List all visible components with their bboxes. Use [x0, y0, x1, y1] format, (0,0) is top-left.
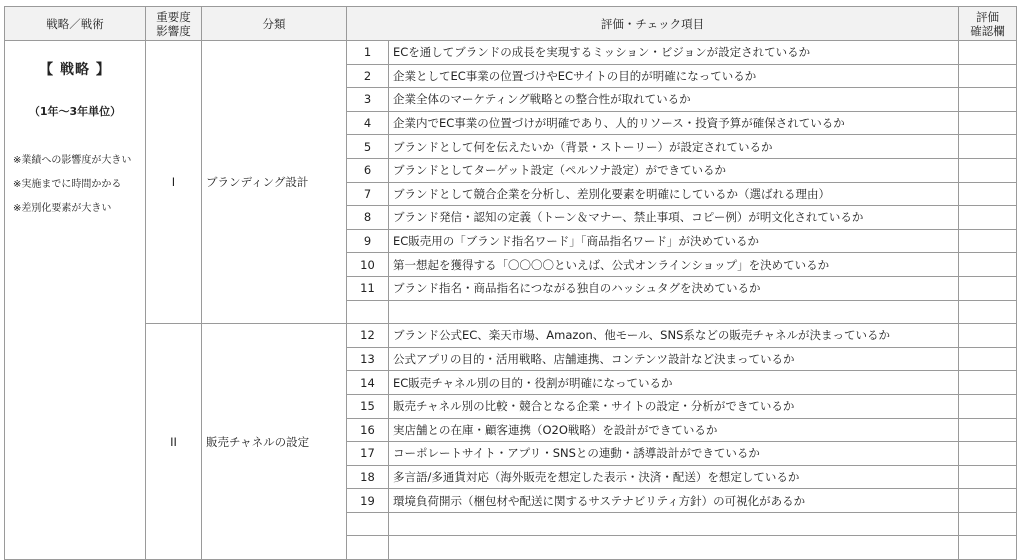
item-text: ブランドとして競合企業を分析し、差別化要素を明確にしているか（選ばれる理由）: [389, 182, 959, 206]
eval-cell[interactable]: [959, 88, 1017, 112]
item-number: 18: [347, 465, 389, 489]
item-text: ECを通してブランドの成長を実現するミッション・ビジョンが設定されているか: [389, 41, 959, 65]
item-number: 2: [347, 64, 389, 88]
item-number: 17: [347, 442, 389, 466]
eval-cell[interactable]: [959, 347, 1017, 371]
header-items: 評価・チェック項目: [347, 7, 959, 41]
eval-cell[interactable]: [959, 182, 1017, 206]
item-number: 5: [347, 135, 389, 159]
eval-cell[interactable]: [959, 324, 1017, 348]
importance-level-2: II: [146, 324, 202, 560]
strategy-note: ※実施までに時間かかる: [13, 179, 122, 190]
item-text: 実店舗との在庫・顧客連携（O2O戦略）を設計ができているか: [389, 418, 959, 442]
header-category: 分類: [202, 7, 347, 41]
item-text: ブランドとしてターゲット設定（ペルソナ設定）ができているか: [389, 158, 959, 182]
item-number: 7: [347, 182, 389, 206]
strategy-note: ※差別化要素が大きい: [13, 203, 112, 214]
item-number: 6: [347, 158, 389, 182]
eval-cell[interactable]: [959, 276, 1017, 300]
table-row: [5, 324, 1017, 348]
item-number: 12: [347, 324, 389, 348]
item-text: コーポレートサイト・アプリ・SNSとの連動・誘導設計ができているか: [389, 442, 959, 466]
eval-cell[interactable]: [959, 41, 1017, 65]
item-text: ブランドとして何を伝えたいか（背景・ストーリー）が設定されているか: [389, 135, 959, 159]
header-importance-line1: 重要度: [156, 9, 191, 24]
category-branding: ブランディング設計: [202, 41, 347, 324]
header-importance-line2: 影響度: [156, 23, 191, 38]
eval-cell[interactable]: [959, 418, 1017, 442]
importance-level-1: I: [146, 41, 202, 324]
header-eval-line1: 評価: [976, 9, 999, 24]
header-strategy: 戦略／戦術: [5, 7, 146, 41]
item-number-empty: [347, 536, 389, 560]
eval-cell[interactable]: [959, 465, 1017, 489]
item-text: 企業内でEC事業の位置づけが明確であり、人的リソース・投資予算が確保されているか: [389, 111, 959, 135]
item-text: ブランド発信・認知の定義（トーン＆マナー、禁止事項、コピー例）が明文化されているか: [389, 206, 959, 230]
item-number: 15: [347, 394, 389, 418]
item-number: 14: [347, 371, 389, 395]
item-text: 公式アプリの目的・活用戦略、店舗連携、コンテンツ設計など決まっているか: [389, 347, 959, 371]
header-row: [5, 7, 1017, 41]
header-eval-line2: 確認欄: [970, 23, 1005, 38]
item-text-empty: [389, 512, 959, 536]
item-text: 販売チャネル別の比較・競合となる企業・サイトの設定・分析ができているか: [389, 394, 959, 418]
item-text: 企業としてEC事業の位置づけやECサイトの目的が明確になっているか: [389, 64, 959, 88]
item-number: 1: [347, 41, 389, 65]
item-number: 16: [347, 418, 389, 442]
item-number: 9: [347, 229, 389, 253]
item-number: 10: [347, 253, 389, 277]
eval-cell[interactable]: [959, 512, 1017, 536]
eval-cell[interactable]: [959, 158, 1017, 182]
item-number-empty: [347, 300, 389, 324]
header-importance: [146, 7, 202, 41]
item-text-empty: [389, 536, 959, 560]
item-number: 8: [347, 206, 389, 230]
eval-cell[interactable]: [959, 64, 1017, 88]
evaluation-checklist-table: [4, 6, 1017, 560]
eval-cell[interactable]: [959, 111, 1017, 135]
item-number-empty: [347, 512, 389, 536]
strategy-cell: [5, 41, 146, 560]
eval-cell[interactable]: [959, 489, 1017, 513]
eval-cell[interactable]: [959, 371, 1017, 395]
strategy-notes: [13, 149, 137, 221]
category-sales-channel: 販売チャネルの設定: [202, 324, 347, 560]
item-number: 11: [347, 276, 389, 300]
eval-cell[interactable]: [959, 300, 1017, 324]
eval-cell[interactable]: [959, 536, 1017, 560]
item-text-empty: [389, 300, 959, 324]
item-text: 第一想起を獲得する「〇〇〇〇といえば、公式オンラインショップ」を決めているか: [389, 253, 959, 277]
table-row: [5, 41, 1017, 65]
eval-cell[interactable]: [959, 442, 1017, 466]
item-text: EC販売チャネル別の目的・役割が明確になっているか: [389, 371, 959, 395]
eval-cell[interactable]: [959, 206, 1017, 230]
item-text: ブランド公式EC、楽天市場、Amazon、他モール、SNS系などの販売チャネルが決まっているか: [389, 324, 959, 348]
strategy-period: （1年〜3年単位）: [28, 105, 122, 118]
item-text: 環境負荷開示（梱包材や配送に関するサステナビリティ方針）の可視化があるか: [389, 489, 959, 513]
item-number: 3: [347, 88, 389, 112]
strategy-title: 【 戦略 】: [39, 62, 111, 78]
item-text: EC販売用の「ブランド指名ワード」「商品指名ワード」が決めているか: [389, 229, 959, 253]
strategy-note: ※業績への影響度が大きい: [13, 155, 132, 166]
eval-cell[interactable]: [959, 229, 1017, 253]
eval-cell[interactable]: [959, 253, 1017, 277]
item-text: ブランド指名・商品指名につながる独自のハッシュタグを決めているか: [389, 276, 959, 300]
eval-cell[interactable]: [959, 394, 1017, 418]
item-number: 13: [347, 347, 389, 371]
item-text: 企業全体のマーケティング戦略との整合性が取れているか: [389, 88, 959, 112]
header-eval: [959, 7, 1017, 41]
item-number: 4: [347, 111, 389, 135]
item-number: 19: [347, 489, 389, 513]
eval-cell[interactable]: [959, 135, 1017, 159]
item-text: 多言語/多通貨対応（海外販売を想定した表示・決済・配送）を想定しているか: [389, 465, 959, 489]
